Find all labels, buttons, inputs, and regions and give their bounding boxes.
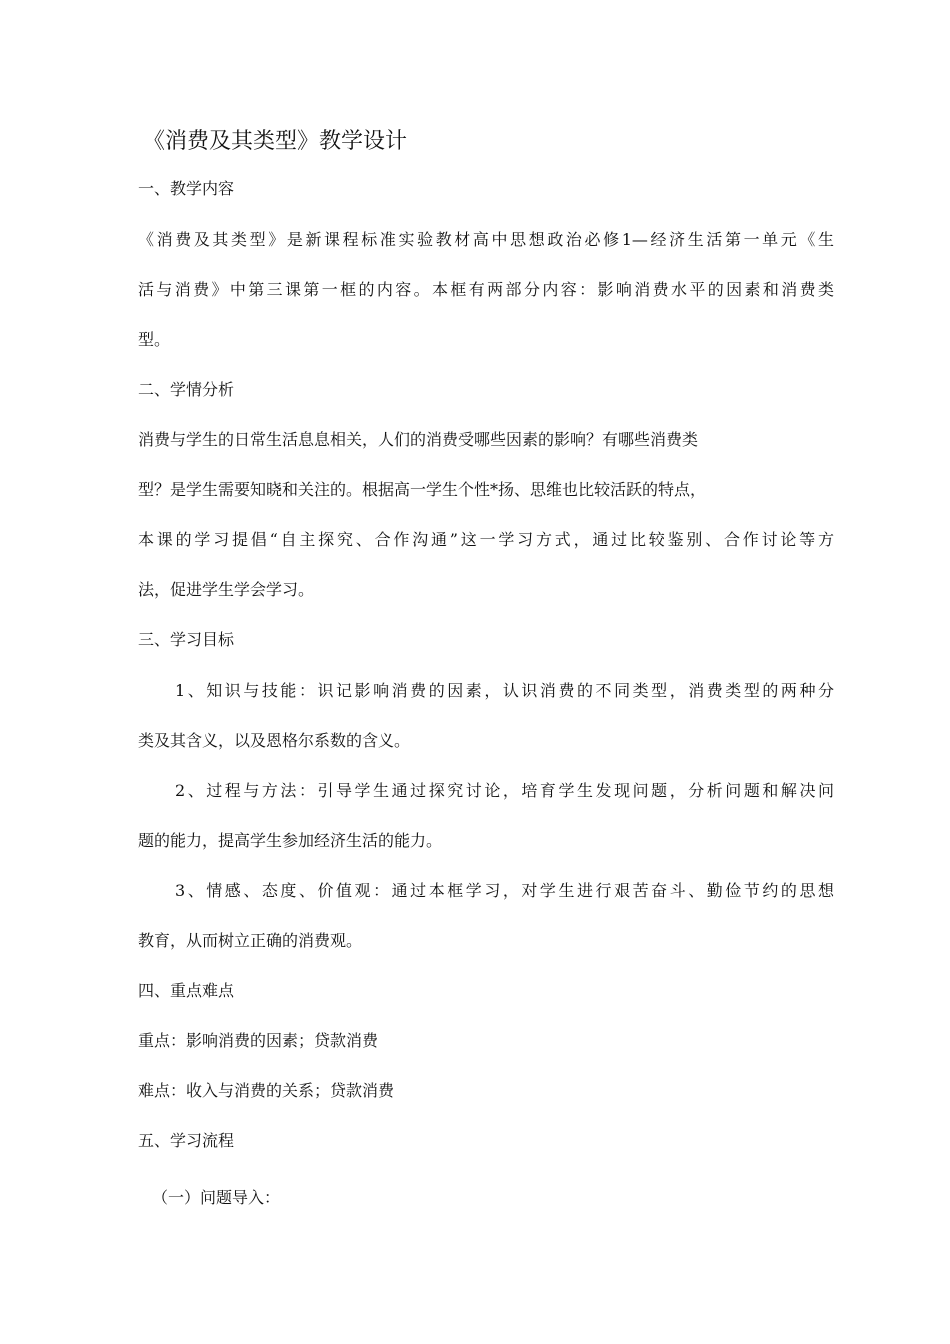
difficult-point-line: 难点：收入与消费的关系；贷款消费 <box>138 1081 395 1100</box>
section-heading-learning-objectives: 三、学习目标 <box>138 630 235 649</box>
paragraph-line: 本课的学习提倡“自主探究、合作沟通”这一学习方式，通过比较鉴别、合作讨论等方 <box>138 530 834 549</box>
objective-line: 类及其含义，以及恩格尔系数的含义。 <box>138 731 411 750</box>
paragraph-line: 活与消费》中第三课第一框的内容。本框有两部分内容：影响消费水平的因素和消费类 <box>138 280 834 299</box>
section-heading-learner-analysis: 二、学情分析 <box>138 380 235 399</box>
objective-line: 题的能力，提高学生参加经济生活的能力。 <box>138 831 443 850</box>
section-heading-key-points: 四、重点难点 <box>138 981 235 1000</box>
objective-line: 教育，从而树立正确的消费观。 <box>138 931 363 950</box>
paragraph-line: 《消费及其类型》是新课程标准实验教材高中思想政治必修1—经济生活第一单元《生 <box>138 230 834 249</box>
paragraph-line: 型。 <box>138 330 171 349</box>
document-title: 《消费及其类型》教学设计 <box>143 129 408 154</box>
section-heading-learning-process: 五、学习流程 <box>138 1131 235 1150</box>
paragraph-line: 消费与学生的日常生活息息相关，人们的消费受哪些因素的影响？有哪些消费类 <box>138 430 699 449</box>
objective-line: 3、情感、态度、价值观：通过本框学习，对学生进行艰苦奋斗、勤俭节约的思想 <box>175 881 834 900</box>
paragraph-line: 型？是学生需要知晓和关注的。根据高一学生个性*扬、思维也比较活跃的特点， <box>138 480 707 499</box>
objective-line: 1、知识与技能：识记影响消费的因素，认识消费的不同类型，消费类型的两种分 <box>175 681 834 700</box>
section-heading-teaching-content: 一、教学内容 <box>138 179 235 198</box>
paragraph-line: 法，促进学生学会学习。 <box>138 580 315 599</box>
objective-line: 2、过程与方法：引导学生通过探究讨论，培育学生发现问题，分析问题和解决问 <box>175 781 834 800</box>
key-point-line: 重点：影响消费的因素；贷款消费 <box>138 1031 379 1050</box>
subsection-heading: （一）问题导入： <box>152 1188 281 1207</box>
